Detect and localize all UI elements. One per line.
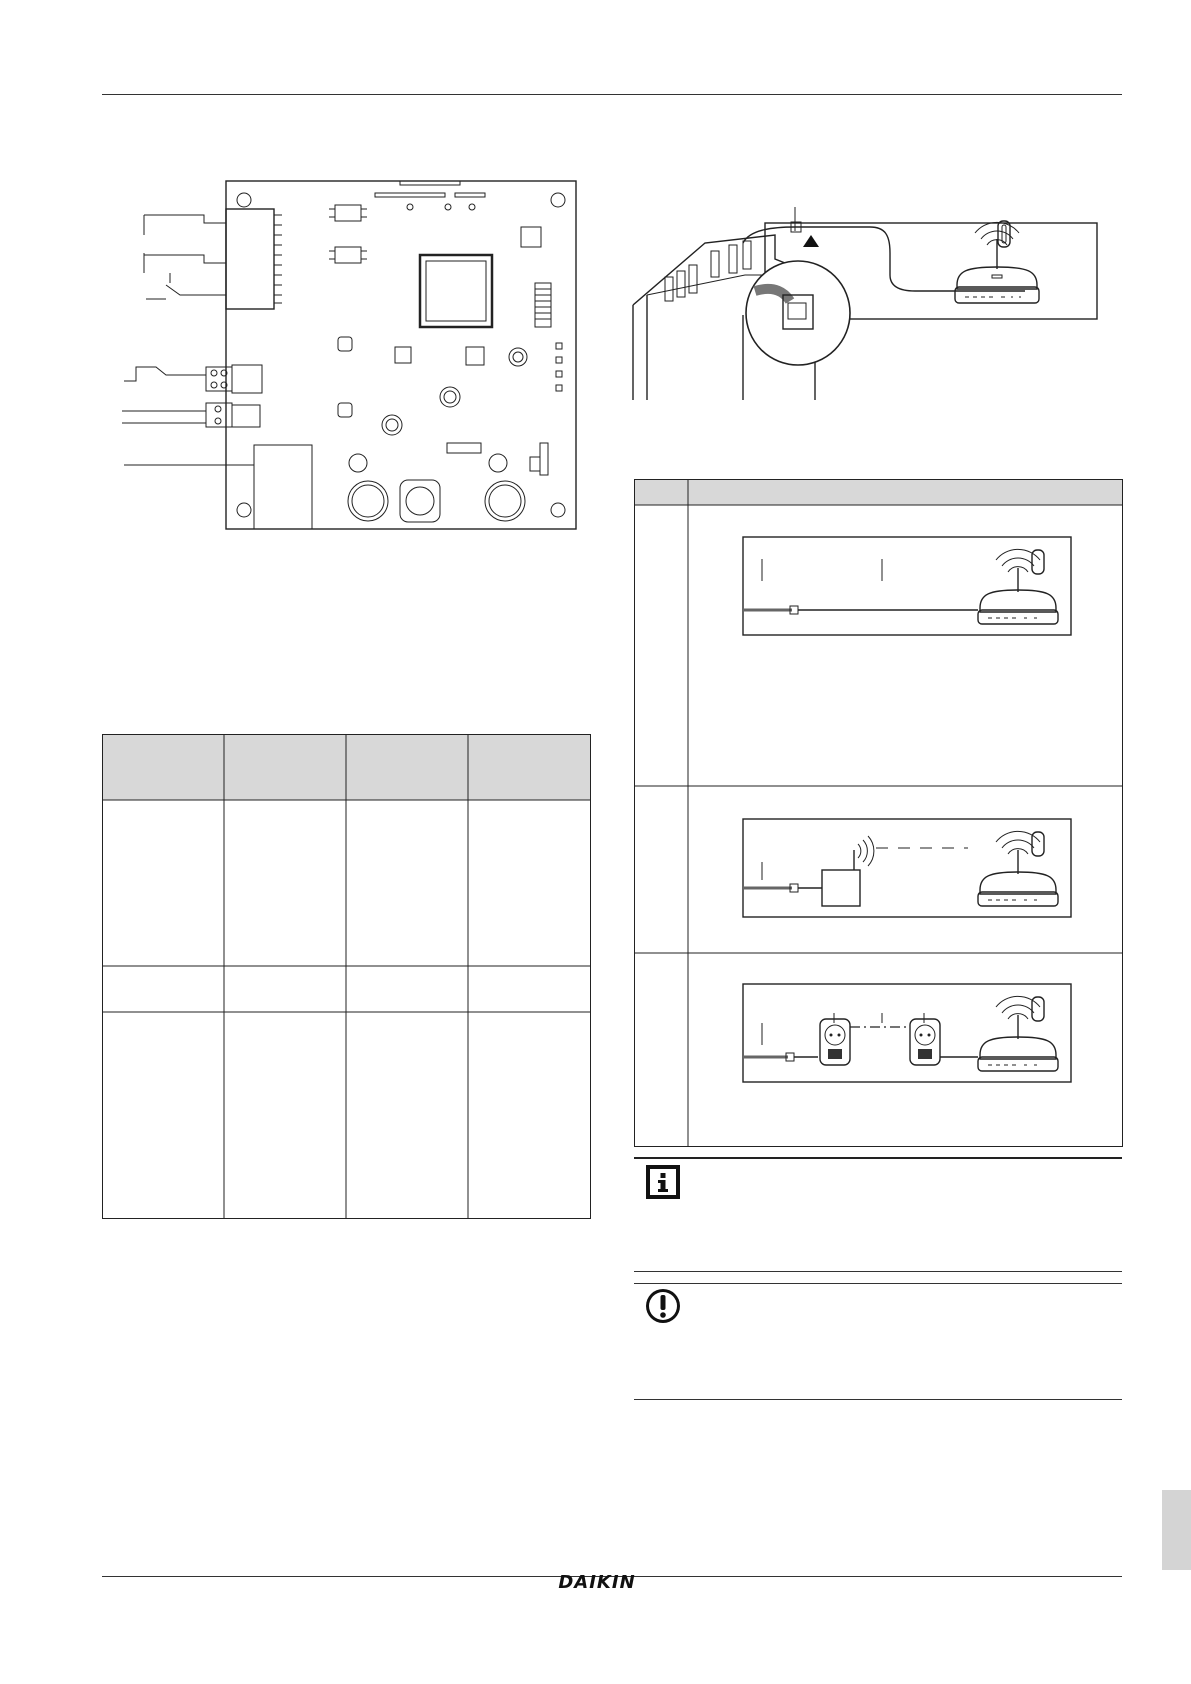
left-table-grid — [102, 734, 592, 1220]
wireless-bridge-router-diagram — [742, 818, 1074, 918]
powerline-adapter-router-diagram — [742, 983, 1074, 1083]
header-rule — [102, 94, 1122, 95]
info-notice-bottom-rule — [634, 1271, 1122, 1272]
daikin-logo: DAIKIN — [558, 1572, 636, 1593]
info-icon — [645, 1164, 681, 1200]
exclamation-icon — [645, 1288, 681, 1324]
warning-notice-top-rule — [634, 1283, 1122, 1284]
side-tab — [1162, 1490, 1191, 1570]
warning-notice-bottom-rule — [634, 1399, 1122, 1400]
info-notice-top-rule — [634, 1157, 1122, 1159]
unit-router-diagram — [625, 205, 1105, 405]
pcb-board-diagram — [110, 175, 580, 535]
lan-cable-router-diagram — [742, 536, 1074, 636]
